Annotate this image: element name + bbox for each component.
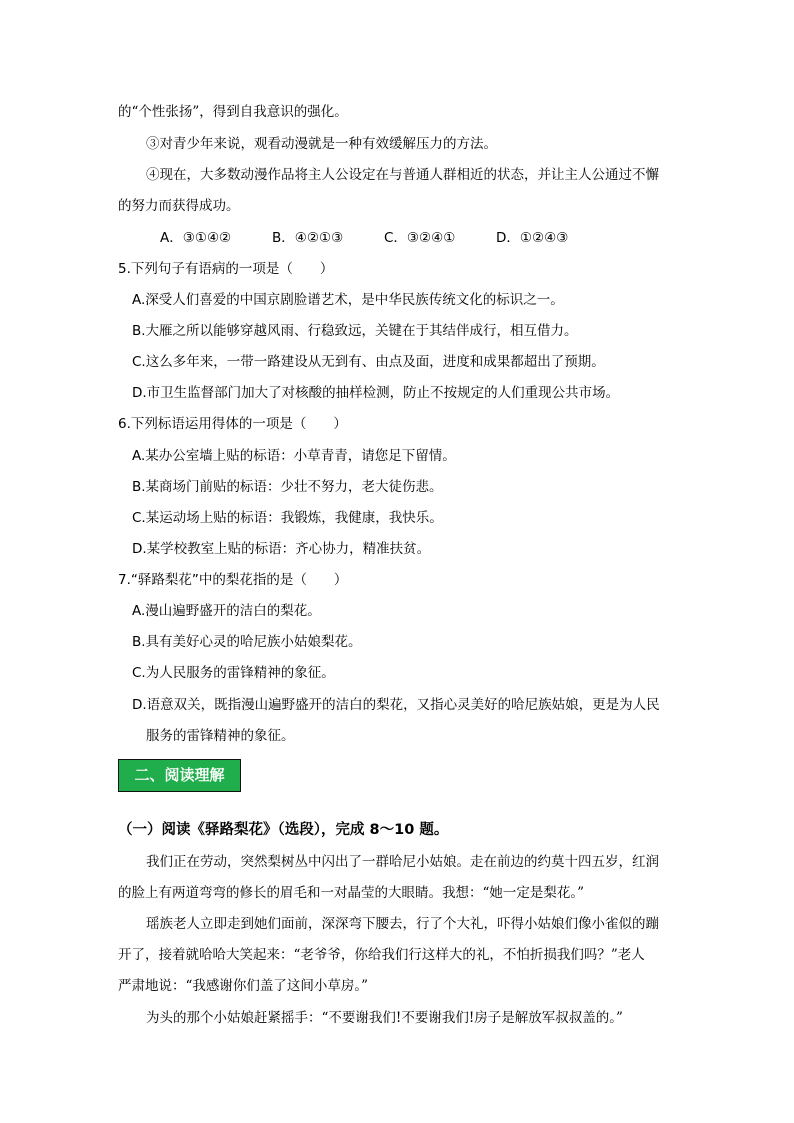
- passage-line: 开了，接着就哈哈大笑起来：“老爷爷，你给我们行这样大的礼，不怕折损我们吗？”老人: [118, 947, 645, 963]
- q5-option-a[interactable]: A.深受人们喜爱的中国京剧脸谱艺术，是中华民族传统文化的标识之一。: [132, 292, 564, 308]
- q5-option-b[interactable]: B.大雁之所以能够穿越风雨、行稳致远，关键在于其结伴成行，相互借力。: [132, 323, 578, 339]
- passage-line: 为头的那个小姑娘赶紧摇手：“不要谢我们!不要谢我们!房子是解放军叔叔盖的。”: [146, 1010, 623, 1026]
- q6-option-c[interactable]: C.某运动场上贴的标语：我锻炼，我健康，我快乐。: [132, 510, 443, 526]
- q4-option-c[interactable]: C．③②④①: [384, 230, 456, 246]
- passage-line: 我们正在劳动，突然梨树丛中闪出了一群哈尼小姑娘。走在前边的约莫十四五岁，红润: [146, 854, 659, 870]
- q7-option-b[interactable]: B.具有美好心灵的哈尼族小姑娘梨花。: [132, 634, 362, 650]
- q5-option-d[interactable]: D.市卫生监督部门加大了对核酸的抽样检测，防止不按规定的人们重现公共市场。: [132, 385, 620, 401]
- q4-sentence-3: ③对青少年来说，观看动漫就是一种有效缓解压力的方法。: [146, 136, 497, 152]
- q7-option-c[interactable]: C.为人民服务的雷锋精神的象征。: [132, 665, 335, 681]
- passage-line: 的脸上有两道弯弯的修长的眉毛和一对晶莹的大眼睛。我想：“她一定是梨花。”: [118, 885, 585, 901]
- q7-option-d-continued: 服务的雷锋精神的象征。: [146, 728, 295, 744]
- q6-option-d[interactable]: D.某学校教室上贴的标语：齐心协力，精准扶贫。: [132, 541, 431, 557]
- q4-option-b[interactable]: B．④②①③: [272, 230, 344, 246]
- q4-option-d[interactable]: D．①②④③: [496, 230, 569, 246]
- section-title-reading: 二、阅读理解: [118, 759, 241, 792]
- q4-text-line: 的努力而获得成功。: [118, 198, 240, 214]
- q5-option-c[interactable]: C.这么多年来，一带一路建设从无到有、由点及面，进度和成果都超出了预期。: [132, 354, 605, 370]
- q4-text-line: 的“个性张扬”，得到自我意识的强化。: [118, 104, 348, 120]
- passage-line: 严肃地说：“我感谢你们盖了这间小草房。”: [118, 978, 369, 994]
- q7-stem: 7.“驿路梨花”中的梨花指的是（ ）: [118, 572, 348, 588]
- passage-heading: （一）阅读《驿路梨花》（选段），完成 8～10 题。: [118, 822, 449, 838]
- q7-option-a[interactable]: A.漫山遍野盛开的洁白的梨花。: [132, 603, 321, 619]
- q6-stem: 6.下列标语运用得体的一项是（ ）: [118, 416, 347, 432]
- passage-line: 瑶族老人立即走到她们面前，深深弯下腰去，行了个大礼，吓得小姑娘们像小雀似的蹦: [146, 916, 659, 932]
- q4-options: [160, 228, 568, 248]
- q6-option-a[interactable]: A.某办公室墙上贴的标语：小草青青，请您足下留情。: [132, 448, 456, 464]
- q4-option-a[interactable]: A．③①④②: [160, 230, 232, 246]
- q4-sentence-4: ④现在，大多数动漫作品将主人公设定在与普通人群相近的状态，并让主人公通过不懈: [146, 167, 659, 183]
- q5-stem: 5.下列句子有语病的一项是（ ）: [118, 261, 334, 277]
- q6-option-b[interactable]: B.某商场门前贴的标语：少壮不努力，老大徒伤悲。: [132, 479, 443, 495]
- q7-option-d[interactable]: D.语意双关，既指漫山遍野盛开的洁白的梨花，又指心灵美好的哈尼族姑娘，更是为人民: [132, 697, 660, 713]
